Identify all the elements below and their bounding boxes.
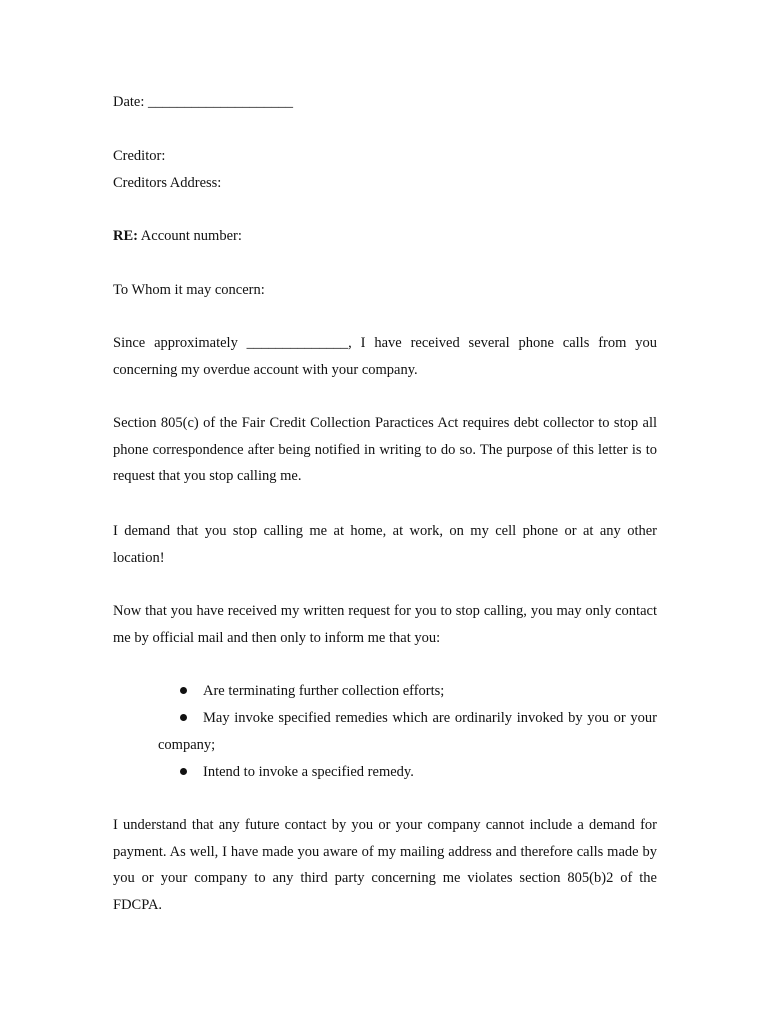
bullet-item-intend: Intend to invoke a specified remedy. (203, 764, 414, 780)
bullet-item-terminating: Are terminating further collection efforts; (203, 683, 445, 699)
re-label: RE: (113, 228, 138, 244)
creditor-label: Creditor: (113, 148, 166, 164)
paragraph-section-805c: Section 805(c) of the Fair Credit Collection Paractices Act requires debt collector to stop all phone correspondence after being notified in writing to do so. The purpose of this letter is to request that you stop calling me. (113, 415, 657, 485)
paragraph-written-request: Now that you have received my written request for you to stop calling, you may only contact me by official mail and then only to inform me that you: (113, 603, 657, 646)
bullet-item-remedies: May invoke specified remedies which are ordinarily invoked by you or your company; (158, 710, 657, 753)
creditors-address-label: Creditors Address: (113, 175, 222, 191)
paragraph-phone-calls: Since approximately ______________, I have received several phone calls from you concerning my overdue account with your company. (113, 335, 657, 378)
salutation: To Whom it may concern: (113, 282, 265, 298)
paragraph-demand: I demand that you stop calling me at home, at work, on my cell phone or at any other location! (113, 523, 657, 566)
date-line: Date: ____________________ (113, 94, 294, 110)
paragraph-future-contact: I understand that any future contact by you or your company cannot include a demand for payment. As well, I have made you aware of my mailing address and therefore calls made by you or your company to any third party concerning me violates section 805(b)2 of the FDCPA. (113, 817, 657, 914)
account-number-label: Account number: (137, 228, 242, 244)
re-line (113, 223, 657, 250)
